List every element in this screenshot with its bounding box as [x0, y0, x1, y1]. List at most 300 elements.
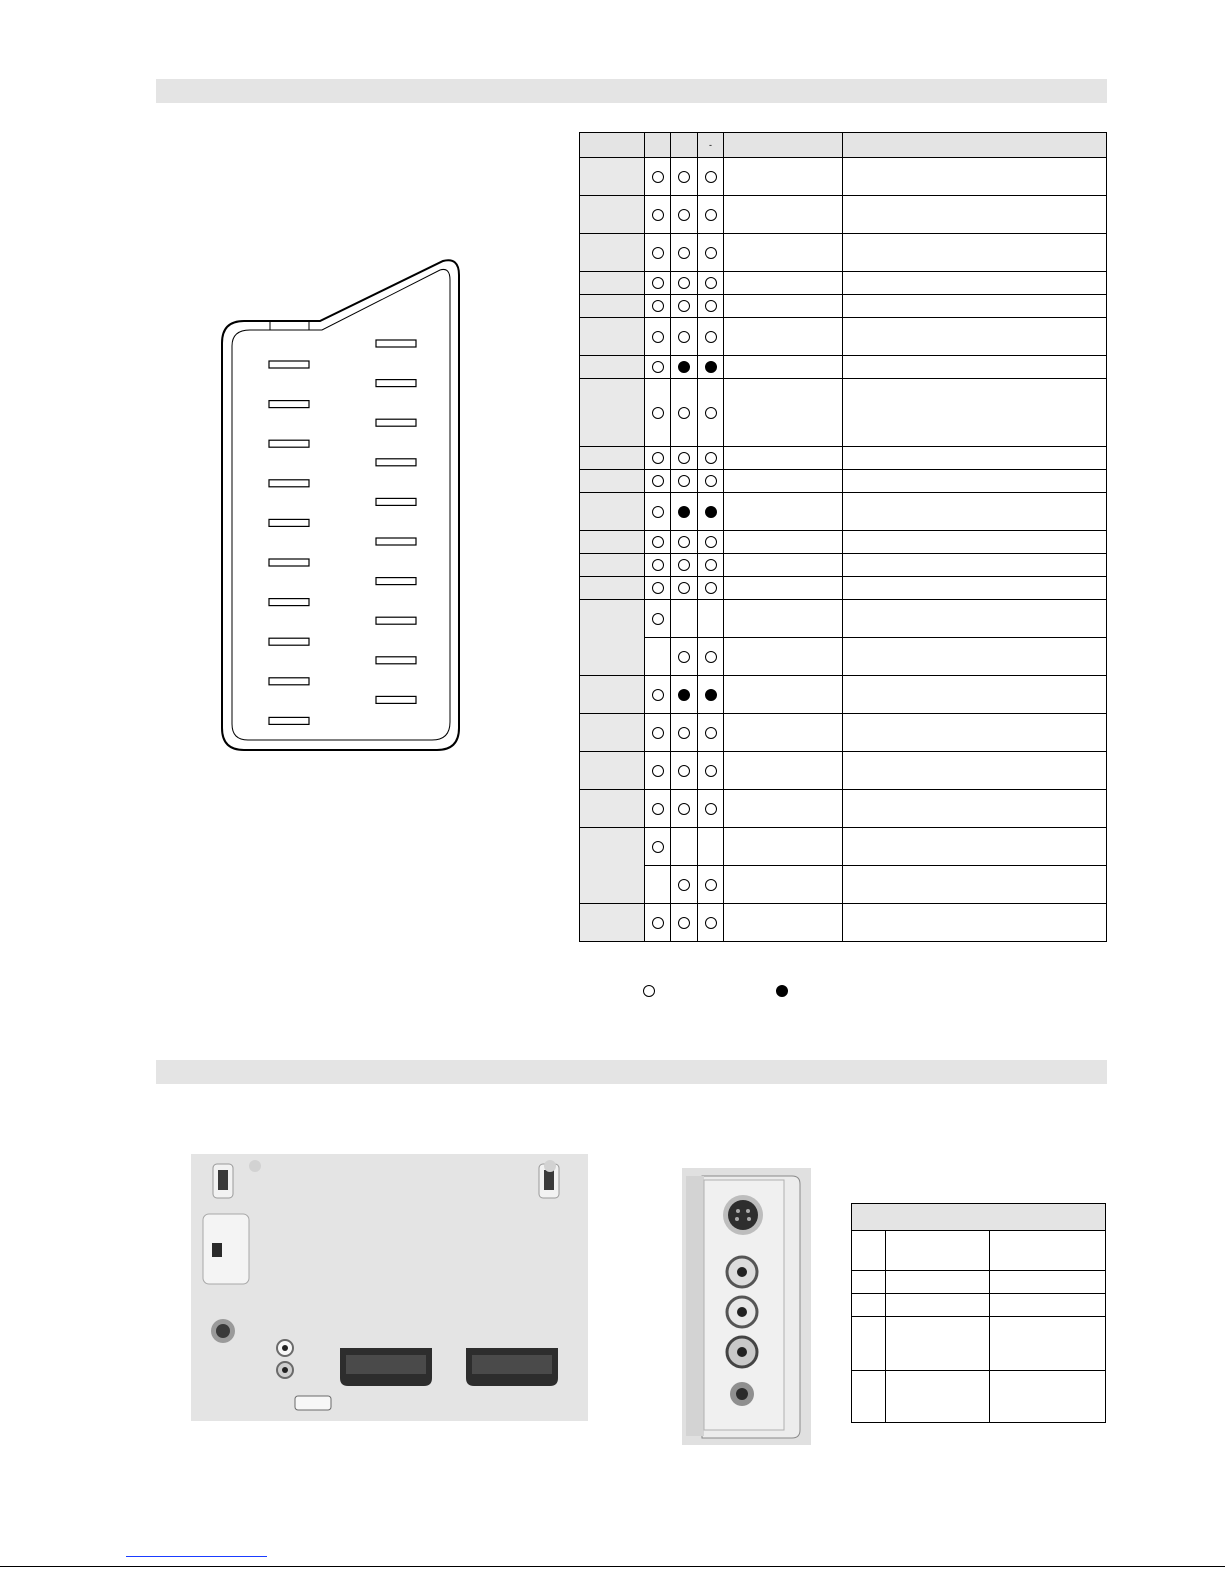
- pin-description-cell: [843, 234, 1107, 272]
- open-circle-icon: [652, 475, 664, 487]
- open-circle-icon: [652, 300, 664, 312]
- open-circle-icon: [652, 917, 664, 929]
- open-circle-icon: [652, 765, 664, 777]
- open-circle-icon: [652, 506, 664, 518]
- side-connector-table: [851, 1203, 1106, 1423]
- open-circle-icon: [678, 559, 690, 571]
- open-circle-icon: [678, 277, 690, 289]
- pin-mode-cell: [698, 828, 724, 866]
- open-circle-icon: [652, 689, 664, 701]
- pin-mode-cell: [645, 318, 671, 356]
- pin-signal-cell: [724, 272, 843, 295]
- rear-panel-section-heading-bar: [156, 1060, 1107, 1084]
- antenna-socket: [211, 1319, 235, 1343]
- pin-signal-cell: [724, 318, 843, 356]
- pin-table-row: [580, 356, 1107, 379]
- pin-mode-cell: [645, 554, 671, 577]
- open-circle-icon: [678, 582, 690, 594]
- pin-mode-cell: [671, 295, 698, 318]
- pin-number-cell: [580, 577, 645, 600]
- pin-description-cell: [843, 554, 1107, 577]
- pin-mode-cell: [645, 531, 671, 554]
- pin-mode-cell: [671, 554, 698, 577]
- scart-socket-1: [340, 1348, 432, 1386]
- pin-mode-cell: [671, 790, 698, 828]
- side-table-cell: [990, 1371, 1106, 1423]
- open-circle-icon: [705, 407, 717, 419]
- pin-description-cell: [843, 470, 1107, 493]
- scart-pin: [376, 340, 416, 347]
- pin-description-cell: [843, 577, 1107, 600]
- pin-description-cell: [843, 447, 1107, 470]
- pin-mode-cell: [645, 356, 671, 379]
- pin-mode-cell: [671, 752, 698, 790]
- side-table-cell: [990, 1271, 1106, 1294]
- open-circle-icon: [705, 765, 717, 777]
- pin-table-header-cell: [843, 133, 1107, 158]
- pin-table-row: [580, 600, 1107, 638]
- open-circle-icon: [652, 559, 664, 571]
- open-circle-icon: [705, 209, 717, 221]
- scart-pin: [376, 578, 416, 585]
- pin-number-cell: [580, 790, 645, 828]
- open-circle-icon: [705, 331, 717, 343]
- open-circle-icon: [705, 559, 717, 571]
- side-table-cell: [886, 1294, 990, 1317]
- rca-jack-top: [277, 1340, 293, 1356]
- pin-table-row: [580, 752, 1107, 790]
- filled-circle-icon: [705, 361, 717, 373]
- pin-table-row: [580, 676, 1107, 714]
- pin-mode-cell: [698, 676, 724, 714]
- pin-signal-cell: [724, 356, 843, 379]
- pin-mode-cell: [671, 272, 698, 295]
- pin-number-cell: [580, 676, 645, 714]
- pin-mode-cell: [671, 866, 698, 904]
- pin-mode-cell: [698, 356, 724, 379]
- pin-signal-cell: [724, 531, 843, 554]
- pin-number-cell: [580, 828, 645, 904]
- power-switch-housing: [203, 1214, 249, 1284]
- pin-number-cell: [580, 295, 645, 318]
- scart-pin: [269, 717, 309, 724]
- pin-mode-cell: [698, 752, 724, 790]
- open-circle-icon: [705, 300, 717, 312]
- pin-table-row: [580, 714, 1107, 752]
- pin-mode-cell: [698, 470, 724, 493]
- open-circle-icon: [652, 536, 664, 548]
- pin-description-cell: [843, 600, 1107, 638]
- open-circle-icon: [678, 536, 690, 548]
- side-table-cell: [886, 1317, 990, 1371]
- open-circle-icon: [652, 407, 664, 419]
- scart-pin: [269, 559, 309, 566]
- pin-signal-cell: [724, 676, 843, 714]
- rca-jack-2: [727, 1297, 757, 1327]
- side-table-cell: [852, 1317, 886, 1371]
- scart-pins-left-column: [269, 361, 309, 724]
- pin-table-row: [580, 828, 1107, 866]
- pin-mode-cell: [645, 379, 671, 447]
- pin-table-row: [580, 493, 1107, 531]
- side-table-cell: [852, 1371, 886, 1423]
- open-circle-icon: [705, 803, 717, 815]
- pin-description-cell: [843, 676, 1107, 714]
- pin-mode-cell: [671, 577, 698, 600]
- pin-mode-cell: [645, 828, 671, 866]
- open-circle-icon: [652, 582, 664, 594]
- pin-mode-cell: [645, 638, 671, 676]
- rca-jack-3: [727, 1337, 757, 1367]
- side-table-cell: [886, 1371, 990, 1423]
- pin-description-cell: [843, 714, 1107, 752]
- pin-number-cell: [580, 158, 645, 196]
- pin-signal-cell: [724, 295, 843, 318]
- pin-description-cell: [843, 493, 1107, 531]
- pin-mode-cell: [645, 493, 671, 531]
- scart-pin: [376, 498, 416, 505]
- pin-table-row: [580, 470, 1107, 493]
- pin-table-row: [580, 638, 1107, 676]
- pin-description-cell: [843, 158, 1107, 196]
- pin-mode-cell: [698, 638, 724, 676]
- pin-description-cell: [843, 196, 1107, 234]
- mount-clip-right: [539, 1160, 559, 1198]
- pin-number-cell: [580, 356, 645, 379]
- pin-number-cell: [580, 470, 645, 493]
- side-panel-photo: [682, 1168, 811, 1445]
- pin-description-cell: [843, 638, 1107, 676]
- pin-mode-cell: [698, 600, 724, 638]
- pin-mode-cell: [698, 295, 724, 318]
- pin-description-cell: [843, 752, 1107, 790]
- side-table-cell: [852, 1271, 886, 1294]
- service-port: [295, 1396, 331, 1410]
- filled-circle-icon: [705, 689, 717, 701]
- pin-mode-cell: [671, 828, 698, 866]
- pin-number-cell: [580, 752, 645, 790]
- scart-pin: [269, 440, 309, 447]
- pin-mode-cell: [645, 234, 671, 272]
- rca-jack-bottom: [277, 1362, 293, 1378]
- side-table-cell: [990, 1294, 1106, 1317]
- open-circle-icon: [678, 331, 690, 343]
- pin-mode-cell: [698, 493, 724, 531]
- scart-pins-right-column: [376, 340, 416, 703]
- open-circle-icon: [678, 803, 690, 815]
- pin-mode-cell: [671, 714, 698, 752]
- pin-mode-cell: [671, 600, 698, 638]
- pin-signal-cell: [724, 554, 843, 577]
- scart-pin-table: [579, 132, 1107, 942]
- pin-description-cell: [843, 379, 1107, 447]
- side-table-cell: [990, 1317, 1106, 1371]
- side-table-header-row: [852, 1231, 1106, 1271]
- open-circle-icon: [652, 209, 664, 221]
- rear-panel-photo: [191, 1154, 588, 1421]
- pin-mode-cell: [698, 531, 724, 554]
- pin-mode-cell: [698, 158, 724, 196]
- open-circle-icon: [652, 361, 664, 373]
- pin-table-header-cell: [645, 133, 671, 158]
- side-table-header-cell: [990, 1231, 1106, 1271]
- open-circle-icon: [678, 651, 690, 663]
- open-circle-icon: [705, 536, 717, 548]
- open-circle-icon: [705, 879, 717, 891]
- pin-number-cell: [580, 714, 645, 752]
- pin-mode-cell: [671, 196, 698, 234]
- pin-table-header-cell: [671, 133, 698, 158]
- pin-mode-cell: [671, 904, 698, 942]
- pin-description-cell: [843, 866, 1107, 904]
- open-circle-icon: [652, 171, 664, 183]
- pin-table-row: [580, 196, 1107, 234]
- pin-mode-cell: [671, 158, 698, 196]
- pin-table-row: [580, 158, 1107, 196]
- pin-table-row: [580, 554, 1107, 577]
- pin-signal-cell: [724, 196, 843, 234]
- pin-number-cell: [580, 531, 645, 554]
- pin-number-cell: [580, 600, 645, 676]
- open-circle-icon: [643, 985, 655, 997]
- open-circle-icon: [705, 582, 717, 594]
- pin-mode-cell: [645, 676, 671, 714]
- scart-connector-diagram: [210, 250, 470, 760]
- pin-mode-cell: [698, 196, 724, 234]
- open-circle-icon: [705, 247, 717, 259]
- pin-table-row: [580, 295, 1107, 318]
- pin-mode-cell: [645, 866, 671, 904]
- open-circle-icon: [652, 331, 664, 343]
- side-table-caption: [852, 1204, 1106, 1231]
- pin-description-cell: [843, 828, 1107, 866]
- pin-table-row: [580, 577, 1107, 600]
- scart-pin: [376, 459, 416, 466]
- pin-mode-cell: [645, 470, 671, 493]
- pin-signal-cell: [724, 577, 843, 600]
- headphone-jack: [730, 1382, 754, 1406]
- open-circle-icon: [678, 452, 690, 464]
- pin-signal-cell: [724, 470, 843, 493]
- open-circle-icon: [705, 917, 717, 929]
- pin-mode-cell: [698, 790, 724, 828]
- pin-mode-cell: [645, 295, 671, 318]
- open-circle-icon: [678, 727, 690, 739]
- pin-mode-cell: [698, 554, 724, 577]
- pin-number-cell: [580, 318, 645, 356]
- pin-signal-cell: [724, 904, 843, 942]
- pin-mode-cell: [698, 447, 724, 470]
- pin-description-cell: [843, 531, 1107, 554]
- pin-description-cell: [843, 318, 1107, 356]
- pin-table-header-cell: [724, 133, 843, 158]
- pin-signal-cell: [724, 447, 843, 470]
- pin-signal-cell: [724, 752, 843, 790]
- pin-mode-cell: [671, 470, 698, 493]
- filled-circle-icon: [776, 985, 788, 997]
- scart-pin: [376, 538, 416, 545]
- open-circle-icon: [705, 171, 717, 183]
- pin-number-cell: [580, 904, 645, 942]
- scart-pin: [376, 380, 416, 387]
- pin-signal-cell: [724, 866, 843, 904]
- pin-description-cell: [843, 790, 1107, 828]
- pin-signal-cell: [724, 158, 843, 196]
- pin-table-header-cell: -: [698, 133, 724, 158]
- open-circle-icon: [678, 171, 690, 183]
- pin-mode-cell: [698, 234, 724, 272]
- open-circle-icon: [705, 277, 717, 289]
- pin-signal-cell: [724, 379, 843, 447]
- pin-number-cell: [580, 272, 645, 295]
- open-circle-icon: [678, 300, 690, 312]
- scart-pin: [269, 361, 309, 368]
- pin-mode-cell: [698, 866, 724, 904]
- pin-table-row: [580, 379, 1107, 447]
- open-circle-icon: [705, 475, 717, 487]
- open-circle-icon: [652, 841, 664, 853]
- side-table-cell: [886, 1271, 990, 1294]
- side-table-row: [852, 1294, 1106, 1317]
- open-circle-icon: [678, 209, 690, 221]
- side-table-cell: [852, 1294, 886, 1317]
- pin-description-cell: [843, 295, 1107, 318]
- scart-outline-inner: [232, 269, 450, 740]
- filled-circle-icon: [705, 506, 717, 518]
- filled-circle-icon: [678, 689, 690, 701]
- pin-signal-cell: [724, 828, 843, 866]
- open-circle-icon: [705, 651, 717, 663]
- open-circle-icon: [652, 803, 664, 815]
- side-table-header-cell: [886, 1231, 990, 1271]
- pin-table-row: [580, 790, 1107, 828]
- pin-mode-cell: [698, 272, 724, 295]
- side-table-header-cell: [852, 1231, 886, 1271]
- pin-mode-cell: [698, 577, 724, 600]
- pin-mode-cell: [671, 676, 698, 714]
- pin-number-cell: [580, 196, 645, 234]
- open-circle-icon: [678, 247, 690, 259]
- svideo-socket: [723, 1195, 763, 1235]
- scart-pin: [269, 401, 309, 408]
- open-circle-icon: [678, 765, 690, 777]
- pin-table-row: [580, 234, 1107, 272]
- open-circle-icon: [705, 727, 717, 739]
- pin-mode-cell: [671, 318, 698, 356]
- pin-table-row: [580, 866, 1107, 904]
- pin-mode-cell: [671, 234, 698, 272]
- filled-circle-icon: [678, 361, 690, 373]
- side-table-row: [852, 1271, 1106, 1294]
- pin-mode-cell: [698, 318, 724, 356]
- open-circle-icon: [705, 452, 717, 464]
- pin-number-cell: [580, 493, 645, 531]
- pin-number-cell: [580, 554, 645, 577]
- pin-signal-cell: [724, 714, 843, 752]
- filled-circle-icon: [678, 506, 690, 518]
- pin-description-cell: [843, 272, 1107, 295]
- pin-number-cell: [580, 379, 645, 447]
- pin-mode-cell: [671, 356, 698, 379]
- pin-mode-cell: [645, 447, 671, 470]
- pin-mode-cell: [671, 638, 698, 676]
- scart-section-heading-bar: [156, 79, 1107, 103]
- open-circle-icon: [652, 452, 664, 464]
- pin-signal-cell: [724, 790, 843, 828]
- pin-table-legend: [643, 983, 803, 1003]
- open-circle-icon: [678, 475, 690, 487]
- pin-table-row: [580, 272, 1107, 295]
- side-table-row: [852, 1371, 1106, 1423]
- open-circle-icon: [652, 247, 664, 259]
- pin-mode-cell: [645, 904, 671, 942]
- pin-number-cell: [580, 234, 645, 272]
- pin-table-row: [580, 447, 1107, 470]
- open-circle-icon: [652, 613, 664, 625]
- pin-mode-cell: [645, 600, 671, 638]
- pin-mode-cell: [645, 577, 671, 600]
- pin-mode-cell: [645, 272, 671, 295]
- pin-table-row: [580, 318, 1107, 356]
- scart-pin: [376, 617, 416, 624]
- pin-mode-cell: [645, 196, 671, 234]
- footer-rule: [0, 1566, 1225, 1567]
- pin-mode-cell: [698, 714, 724, 752]
- pin-mode-cell: [671, 493, 698, 531]
- scart-pin: [376, 419, 416, 426]
- pin-mode-cell: [645, 158, 671, 196]
- pin-description-cell: [843, 904, 1107, 942]
- rca-jack-1: [727, 1257, 757, 1287]
- scart-pin: [376, 696, 416, 703]
- pin-number-cell: [580, 447, 645, 470]
- pin-mode-cell: [645, 714, 671, 752]
- pin-signal-cell: [724, 234, 843, 272]
- pin-table-row: [580, 904, 1107, 942]
- open-circle-icon: [678, 407, 690, 419]
- scart-pin: [269, 678, 309, 685]
- pin-table-header-cell: [580, 133, 645, 158]
- open-circle-icon: [678, 917, 690, 929]
- pin-mode-cell: [698, 904, 724, 942]
- pin-signal-cell: [724, 493, 843, 531]
- open-circle-icon: [652, 727, 664, 739]
- scart-pin: [269, 480, 309, 487]
- pin-description-cell: [843, 356, 1107, 379]
- scart-socket-2: [466, 1348, 558, 1386]
- side-table-row: [852, 1317, 1106, 1371]
- scart-outline-outer: [222, 260, 459, 750]
- pin-mode-cell: [671, 447, 698, 470]
- open-circle-icon: [678, 879, 690, 891]
- pin-mode-cell: [645, 752, 671, 790]
- pin-mode-cell: [698, 379, 724, 447]
- pin-mode-cell: [671, 379, 698, 447]
- pin-table-header-row: [580, 133, 1107, 158]
- pin-mode-cell: [645, 790, 671, 828]
- pin-mode-cell: [671, 531, 698, 554]
- side-table-caption-row: [852, 1204, 1106, 1231]
- scart-pin: [269, 519, 309, 526]
- pin-signal-cell: [724, 638, 843, 676]
- pin-signal-cell: [724, 600, 843, 638]
- pin-table-row: [580, 531, 1107, 554]
- scart-pin: [376, 657, 416, 664]
- scart-pin: [269, 638, 309, 645]
- open-circle-icon: [652, 277, 664, 289]
- scart-pin: [269, 599, 309, 606]
- footer-link-underline[interactable]: [126, 1556, 267, 1557]
